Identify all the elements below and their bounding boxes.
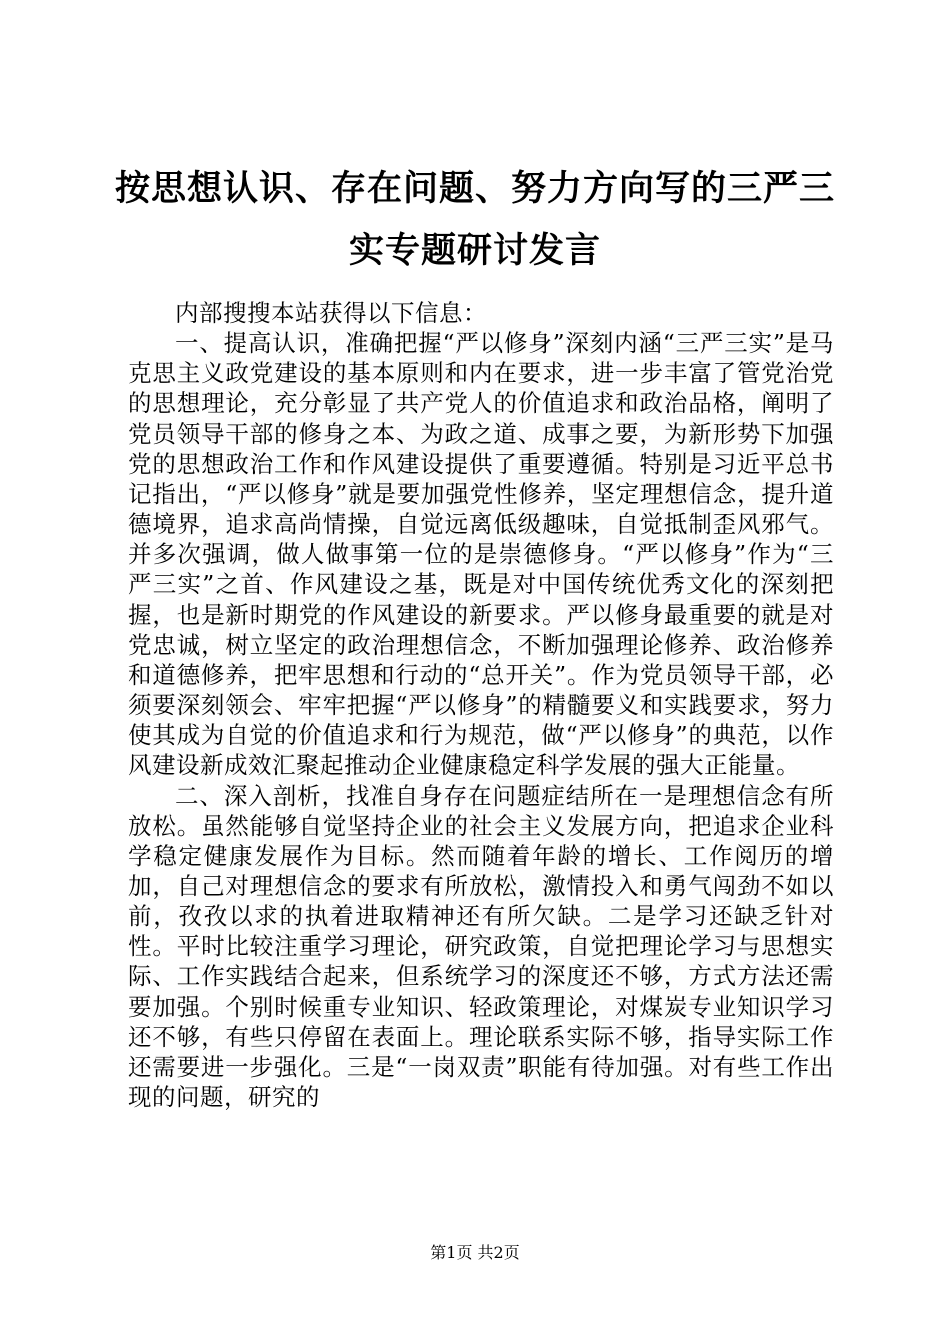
document-title: 按思想认识、存在问题、努力方向写的三严三实专题研讨发言 (114, 168, 835, 271)
document-body (128, 298, 834, 1112)
paragraph-section-1: 一、提高认识，准确把握“严以修身”深刻内涵“三严三实”是马克思主义政党建设的基本原则和内在要求，进一步丰富了管党治党的思想理论，充分彰显了共产党人的价值追求和政治品格，阐明了党员领导干部的修身之本、为政之道、成事之要，为新形势下加强党的思想政治工作和作风建设提供了重要遵循。特别是习近平总书记指出，“严以修身”就是要加强党性修养，坚定理想信念，提升道德境界，追求高尚情操，自觉远离低级趣味，自觉抵制歪风邪气。并多次强调，做人做事第一位的是崇德修身。“严以修身”作为“三严三实”之首、作风建设之基，既是对中国传统优秀文化的深刻把握，也是新时期党的作风建设的新要求。严以修身最重要的就是对党忠诚，树立坚定的政治理想信念，不断加强理论修养、政治修养和道德修养，把牢思想和行动的“总开关”。作为党员领导干部，必须要深刻领会、牢牢把握“严以修身”的精髓要义和实践要求，努力使其成为自觉的价值追求和行为规范，做“严以修身”的典范，以作风建设新成效汇聚起推动企业健康稳定科学发展的强大正能量。 (128, 329, 834, 780)
page-footer: 第1页 共2页 (430, 1243, 520, 1262)
paragraph-section-2: 二、深入剖析，找准自身存在问题症结所在一是理想信念有所放松。虽然能够自觉坚持企业的社会主义发展方向，把追求企业科学稳定健康发展作为目标。然而随着年龄的增长、工作阅历的增加，自己对理想信念的要求有所放松，激情投入和勇气闯劲不如以前，孜孜以求的执着进取精神还有所欠缺。二是学习还缺乏针对性。平时比较注重学习理论，研究政策，自觉把理论学习与思想实际、工作实践结合起来，但系统学习的深度还不够，方式方法还需要加强。个别时候重专业知识、轻政策理论，对煤炭专业知识学习还不够，有些只停留在表面上。理论联系实际不够，指导实际工作还需要进一步强化。三是“一岗双责”职能有待加强。对有些工作出现的问题，研究的 (128, 781, 834, 1112)
paragraph-intro: 内部搜搜本站获得以下信息： (175, 299, 487, 327)
